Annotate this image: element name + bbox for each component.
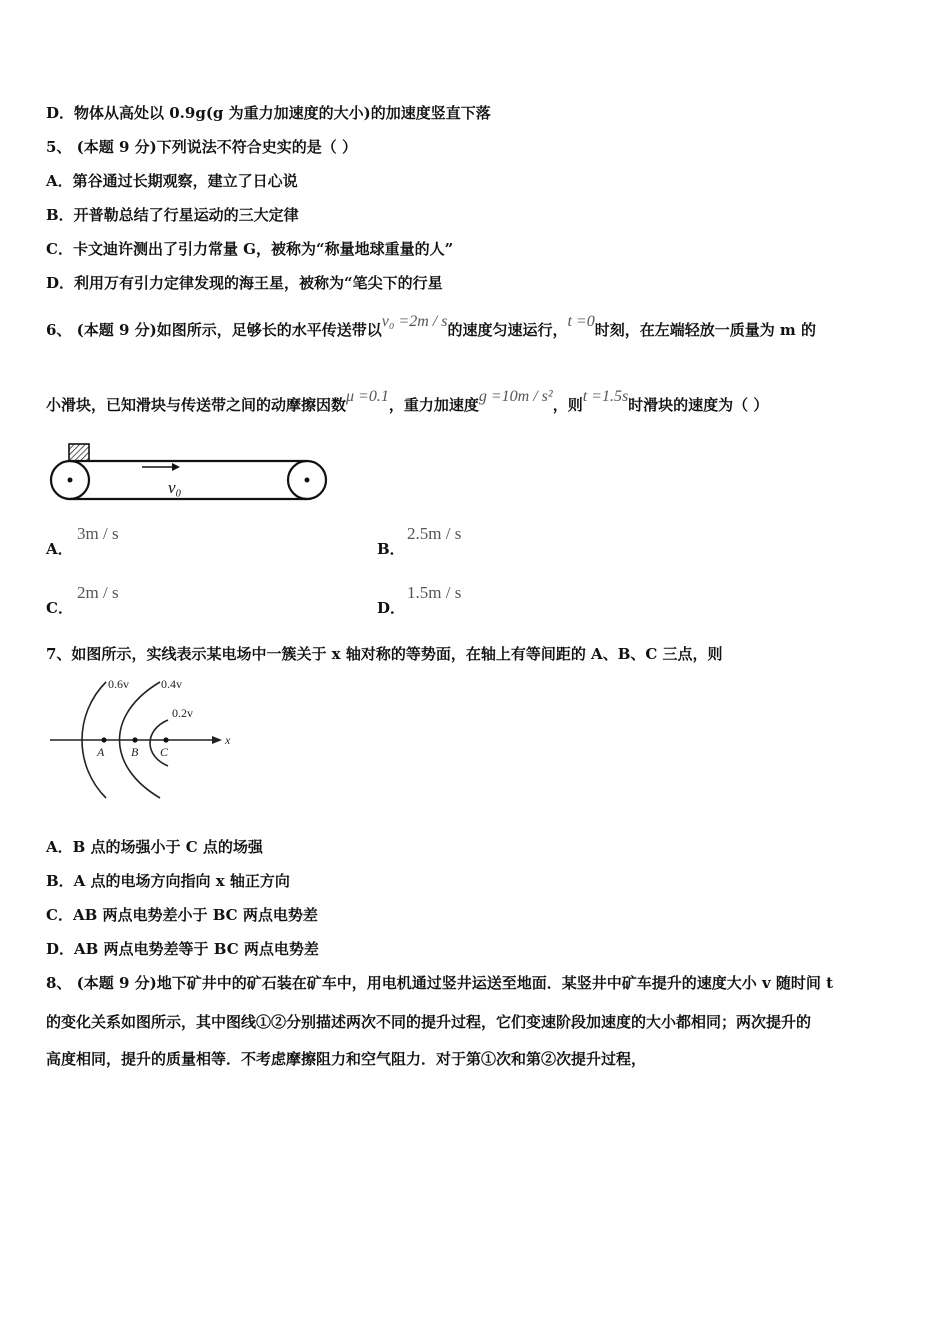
- label-a: A: [97, 745, 105, 759]
- q6-option-d: D．: [377, 599, 406, 617]
- q6-option-c: C．: [46, 599, 73, 617]
- t0-formula: t =0: [567, 313, 595, 330]
- q6-line-2: [46, 388, 769, 415]
- q7-option-d: D．AB 两点电势差等于 BC 两点电势差: [46, 940, 319, 958]
- label-x: x: [225, 733, 231, 747]
- v0-formula: v₀ =2m / s: [381, 313, 448, 330]
- q6-line-1: [46, 313, 817, 340]
- q6-option-d-value: 1.5m / s: [407, 583, 462, 602]
- point-a: [101, 737, 106, 742]
- q4-option-d: D．物体从高处以 0.9g(g 为重力加速度的大小)的加速度竖直下落: [46, 104, 491, 122]
- q5-option-d: D．利用万有引力定律发现的海王星，被称为“笔尖下的行星: [46, 274, 443, 292]
- q6-text: ，则: [552, 396, 583, 414]
- q5-title: 5、 (本题 9 分)下列说法不符合史实的是（ ）: [46, 138, 357, 156]
- q7-option-c: C．AB 两点电势差小于 BC 两点电势差: [46, 906, 318, 924]
- q6-text: ，重力加速度: [388, 396, 479, 414]
- label-c: C: [160, 745, 169, 759]
- q7-option-a: A．B 点的场强小于 C 点的场强: [46, 838, 263, 856]
- q6-option-b-value: 2.5m / s: [407, 524, 462, 543]
- equipotential-figure: [46, 674, 246, 804]
- conveyor-belt-figure: [44, 440, 334, 504]
- q6-option-c-value: 2m / s: [77, 583, 119, 602]
- q7-option-b: B．A 点的电场方向指向 x 轴正方向: [46, 872, 290, 890]
- q8-line-2: 的变化关系如图所示，其中图线①②分别描述两次不同的提升过程，它们变速阶段加速度的大小都相同；两次提升的: [46, 1013, 812, 1031]
- q7-title: 7、如图所示，实线表示某电场中一簇关于 x 轴对称的等势面，在轴上有等间距的 A、B、C 三点，则: [46, 645, 723, 663]
- point-c: [163, 737, 168, 742]
- q6-text: 时刻，在左端轻放一质量为 m 的: [594, 321, 817, 339]
- q5-option-a: A．第谷通过长期观察，建立了日心说: [46, 172, 298, 190]
- equipotential-0.2v: [150, 720, 168, 766]
- label-0.6v: 0.6v: [108, 677, 129, 691]
- q8-line-3: 高度相同，提升的质量相等．不考虑摩擦阻力和空气阻力．对于第①次和第②次提升过程，: [46, 1050, 647, 1068]
- velocity-arrow: [172, 463, 180, 471]
- q8-line-1: 8、 (本题 9 分)地下矿井中的矿石装在矿车中，用电机通过竖井运送至地面．某竖井中矿车提升的速度大小 v 随时间 t: [46, 974, 834, 992]
- point-b: [132, 737, 137, 742]
- q6-option-a-value: 3m / s: [77, 524, 119, 543]
- t-formula: t =1.5s: [582, 388, 629, 405]
- q6-text: 6、 (本题 9 分)如图所示，足够长的水平传送带以: [46, 321, 382, 339]
- q6-text: 的速度匀速运行，: [447, 321, 568, 339]
- q6-text: 时滑块的速度为（ ）: [628, 396, 769, 414]
- q5-option-c: C．卡文迪许测出了引力常量 G，被称为“称量地球重量的人”: [46, 240, 454, 258]
- v0-label: v₀: [168, 478, 182, 497]
- label-0.4v: 0.4v: [161, 677, 182, 691]
- q6-option-b: B．: [377, 540, 405, 558]
- mu-formula: μ =0.1: [346, 388, 389, 405]
- x-axis-arrow: [212, 736, 222, 744]
- q5-option-b: B．开普勒总结了行星运动的三大定律: [46, 206, 299, 224]
- q6-text: 小滑块，已知滑块与传送带之间的动摩擦因数: [46, 396, 347, 414]
- q6-option-a: A．: [46, 540, 73, 558]
- label-b: B: [131, 745, 139, 759]
- label-0.2v: 0.2v: [172, 706, 193, 720]
- g-formula: g =10m / s²: [478, 388, 553, 405]
- slider-block: [69, 444, 89, 461]
